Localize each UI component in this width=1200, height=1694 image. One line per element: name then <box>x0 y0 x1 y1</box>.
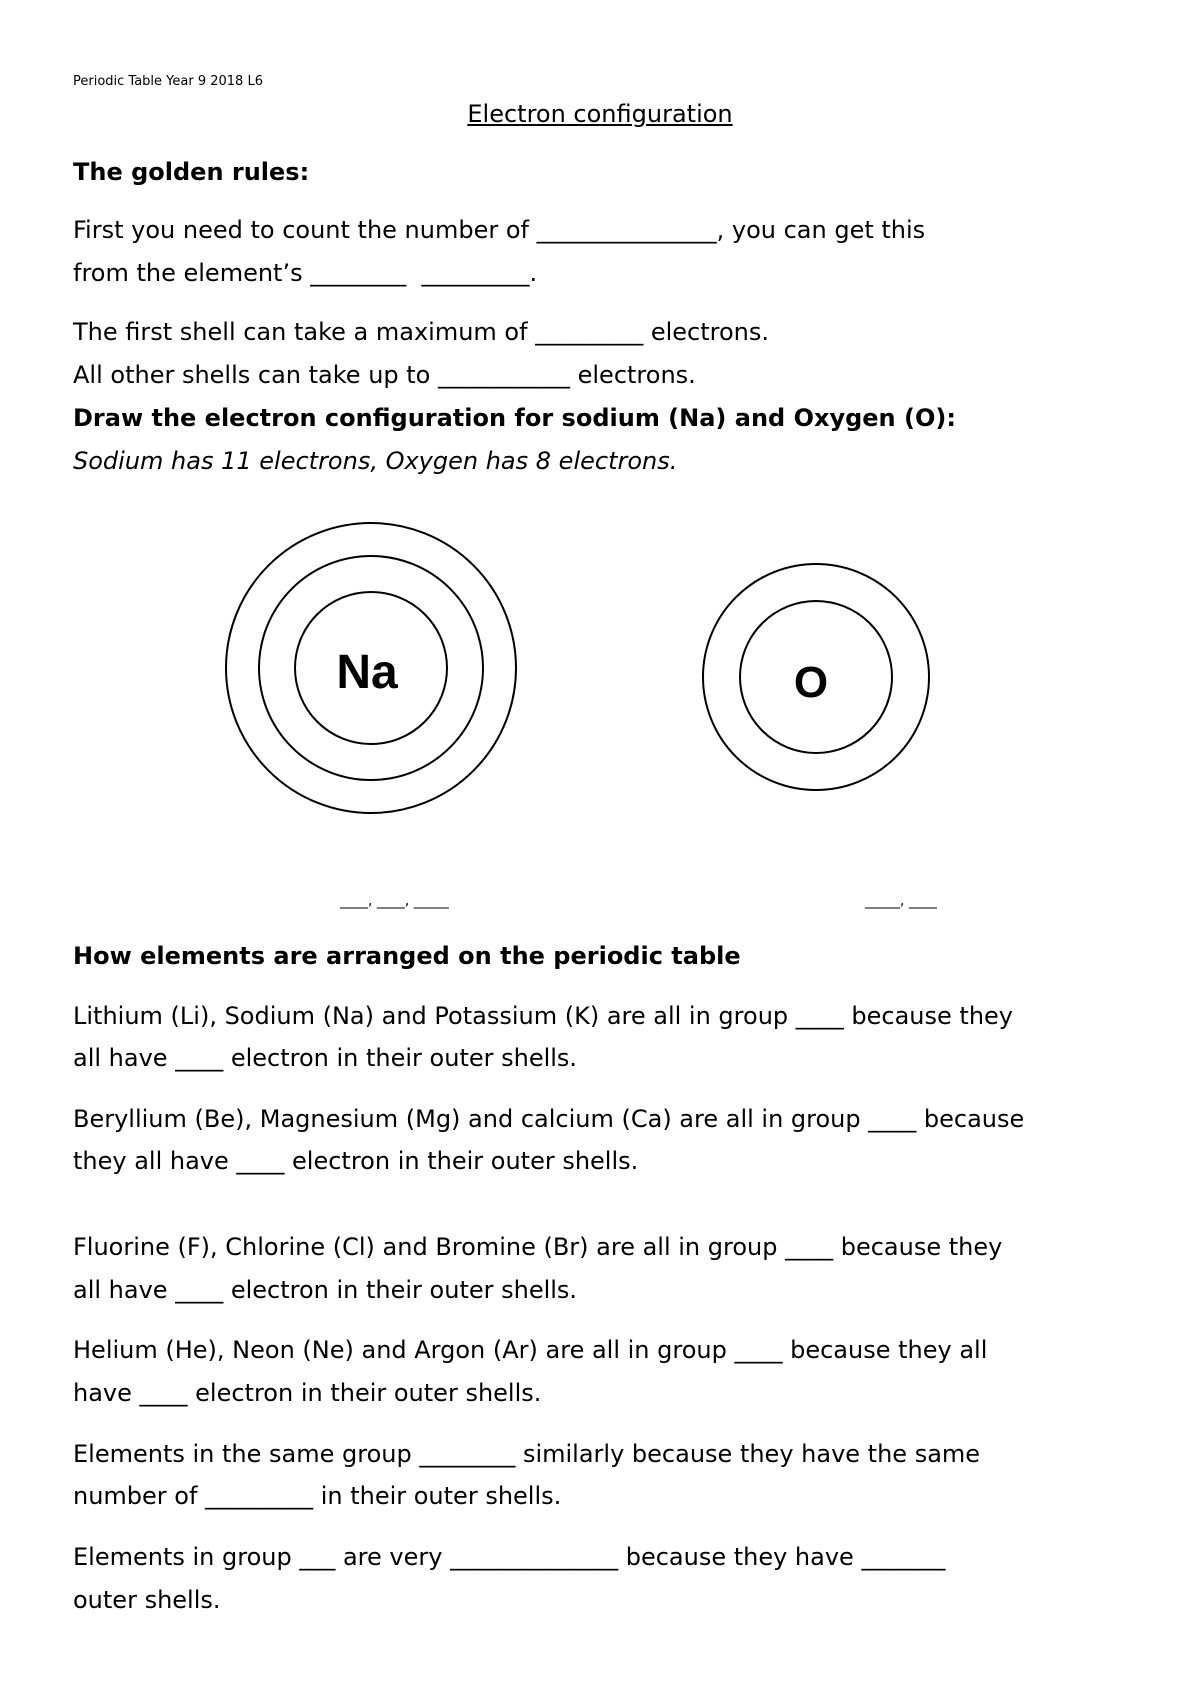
arrangement-line-6: all have ____ electron in their outer shells. <box>73 1276 578 1304</box>
page-title: Electron configuration <box>467 100 733 128</box>
draw-task-heading: Draw the electron configuration for sodium (Na) and Oxygen (O): <box>73 404 956 432</box>
golden-rules-heading: The golden rules: <box>73 158 310 186</box>
draw-task-note: Sodium has 11 electrons, Oxygen has 8 electrons. <box>73 447 678 475</box>
header-note: Periodic Table Year 9 2018 L6 <box>73 74 263 89</box>
sodium-shell-blanks: ____, ____, _____ <box>340 893 449 909</box>
rule-line-1: First you need to count the number of _______________, you can get this <box>73 216 926 244</box>
rule-line-4: All other shells can take up to ___________ electrons. <box>73 361 696 389</box>
rule-line-2: from the element’s ________ _________. <box>73 259 538 287</box>
arrangement-line-4: they all have ____ electron in their outer shells. <box>73 1147 639 1175</box>
oxygen-shell-blanks: _____, ____ <box>865 893 937 909</box>
arrangement-line-2: all have ____ electron in their outer shells. <box>73 1044 578 1072</box>
arrangement-line-7: Helium (He), Neon (Ne) and Argon (Ar) are all in group ____ because they all <box>73 1336 988 1364</box>
arrangement-line-11: Elements in group ___ are very ______________ because they have _______ <box>73 1543 946 1571</box>
arrangement-line-10: number of _________ in their outer shells. <box>73 1482 562 1510</box>
sodium-symbol: Na <box>336 646 398 699</box>
arrangement-line-3: Beryllium (Be), Magnesium (Mg) and calcium (Ca) are all in group ____ because <box>73 1105 1025 1133</box>
arrangement-line-8: have ____ electron in their outer shells. <box>73 1379 542 1407</box>
arrangement-line-5: Fluorine (F), Chlorine (Cl) and Bromine (Br) are all in group ____ because they <box>73 1233 1003 1261</box>
rule-line-3: The first shell can take a maximum of _________ electrons. <box>73 318 769 346</box>
arrangement-line-9: Elements in the same group ________ similarly because they have the same <box>73 1440 981 1468</box>
oxygen-symbol: O <box>793 658 829 707</box>
arrangement-line-12: outer shells. <box>73 1586 221 1614</box>
arrangement-heading: How elements are arranged on the periodic table <box>73 942 741 970</box>
arrangement-line-1: Lithium (Li), Sodium (Na) and Potassium (K) are all in group ____ because they <box>73 1002 1013 1030</box>
